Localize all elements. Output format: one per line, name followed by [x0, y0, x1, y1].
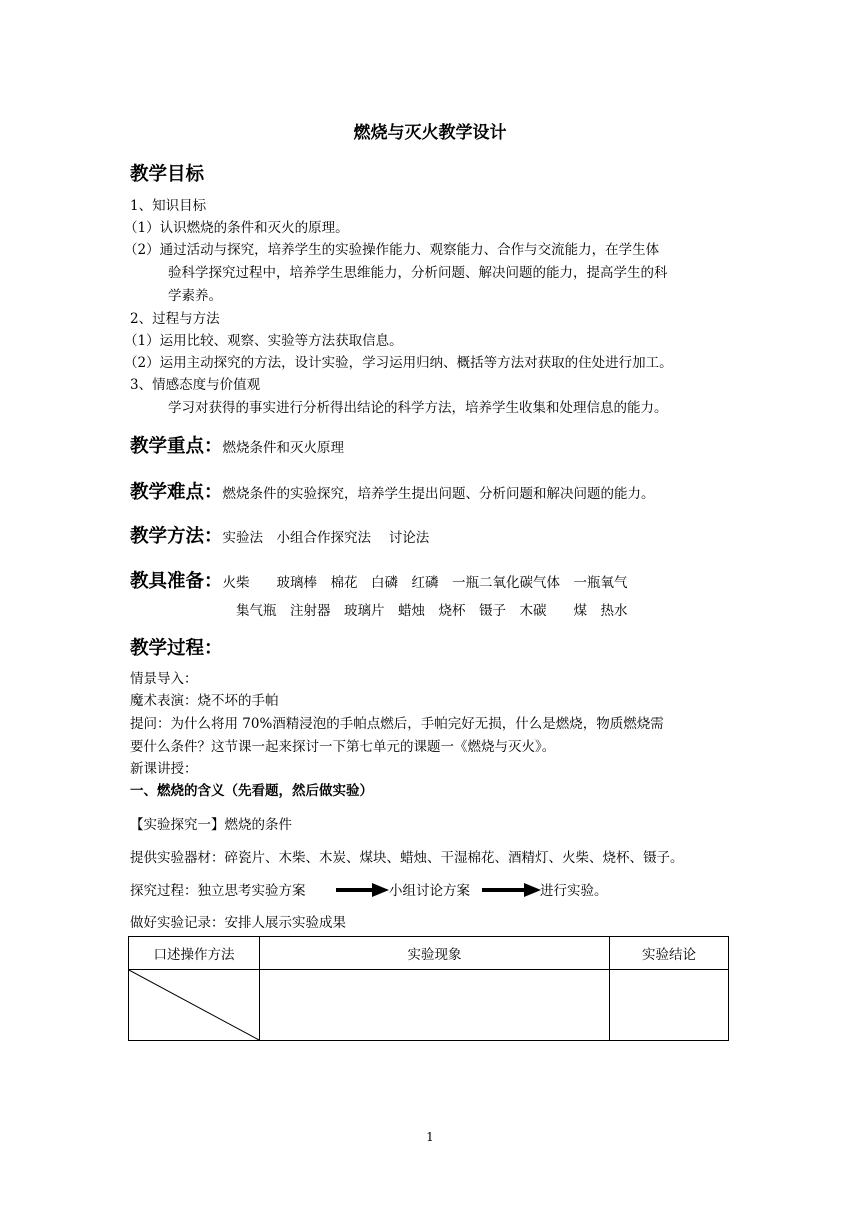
experiment-record-table — [128, 936, 729, 1041]
objective-line: （1）认识燃烧的条件和灭火的原理。 — [124, 220, 349, 236]
flow-step-3: 进行实验。 — [540, 883, 608, 899]
process-line: 魔术表演：烧不坏的手帕 — [130, 693, 279, 709]
table-header-cell: 实验结论 — [610, 937, 729, 970]
key-point — [130, 432, 344, 458]
process-line: 提问：为什么将用 70%酒精浸泡的手帕点燃后，手帕完好无损，什么是燃烧，物质燃烧需 — [130, 716, 664, 732]
method — [130, 522, 429, 548]
objective-line: 2、过程与方法 — [130, 311, 220, 327]
objective-line: 1、知识目标 — [130, 198, 207, 214]
objective-line: 3、情感态度与价值观 — [130, 377, 261, 393]
document-title: 燃烧与灭火教学设计 — [353, 123, 507, 143]
table-cell[interactable] — [260, 970, 610, 1041]
flow-step-2: 小组讨论方案 — [389, 883, 470, 899]
objective-line: （1）运用比较、观察、实验等方法获取信息。 — [124, 333, 403, 349]
table-header-cell: 实验现象 — [260, 937, 610, 970]
table-cell[interactable] — [610, 970, 729, 1041]
arrow-right-icon — [480, 880, 542, 900]
flow-step-1: 探究过程：独立思考实验方案 — [130, 883, 306, 899]
materials-label: 教具准备： — [130, 571, 223, 592]
objective-line: 验科学探究过程中，培养学生思维能力，分析问题、解决问题的能力，提高学生的科 — [168, 265, 668, 281]
difficulty — [130, 478, 655, 504]
materials — [130, 567, 628, 593]
materials-line-2: 集气瓶 注射器 玻璃片 蜡烛 烧杯 镊子 木碳 煤 热水 — [236, 603, 628, 619]
method-label: 教学方法： — [130, 526, 223, 547]
diagonal-line-icon — [129, 970, 259, 1040]
difficulty-value: 燃烧条件的实验探究，培养学生提出问题、分析问题和解决问题的能力。 — [222, 486, 655, 502]
table-row — [129, 970, 729, 1041]
table-cell-diagonal — [129, 970, 260, 1041]
objective-line: 学习对获得的事实进行分析得出结论的科学方法，培养学生收集和处理信息的能力。 — [168, 400, 668, 416]
process-line: 新课讲授： — [130, 761, 198, 777]
arrow-right-icon — [334, 880, 390, 900]
process-heading: 教学过程： — [130, 638, 223, 659]
explore-1-label: 【实验探究一】 — [130, 817, 225, 833]
method-value: 实验法 小组合作探究法 讨论法 — [222, 530, 430, 546]
page-number: 1 — [426, 1130, 434, 1144]
process-line: 情景导入： — [130, 671, 198, 687]
process-line: 要什么条件？这节课一起来探讨一下第七单元的课题一《燃烧与灭火》。 — [130, 739, 556, 755]
objective-line: 学素养。 — [168, 288, 222, 304]
key-point-value: 燃烧条件和灭火原理 — [222, 440, 345, 456]
materials-line-1: 火柴 玻璃棒 棉花 白磷 红磷 一瓶二氧化碳气体 一瓶氧气 — [222, 575, 628, 591]
equipment-line: 提供实验器材：碎瓷片、木柴、木炭、煤块、蜡烛、干湿棉花、酒精灯、火柴、烧杯、镊子。 — [130, 850, 684, 866]
section-1-heading: 一、燃烧的含义（先看题，然后做实验） — [130, 783, 373, 799]
table-header-row — [129, 937, 729, 970]
table-header-cell: 口述操作方法 — [129, 937, 260, 970]
explore-1 — [130, 816, 292, 834]
objective-line: （2）运用主动探究的方法，设计实验，学习运用归纳、概括等方法对获取的住处进行加工。 — [124, 355, 673, 371]
explore-1-value: 燃烧的条件 — [224, 817, 292, 833]
objective-line: （2）通过活动与探究，培养学生的实验操作能力、观察能力、合作与交流能力，在学生体 — [124, 242, 660, 258]
difficulty-label: 教学难点： — [130, 482, 223, 503]
key-point-label: 教学重点： — [130, 436, 223, 457]
record-line: 做好实验记录：安排人展示实验成果 — [130, 915, 346, 931]
objectives-heading: 教学目标 — [130, 164, 205, 185]
